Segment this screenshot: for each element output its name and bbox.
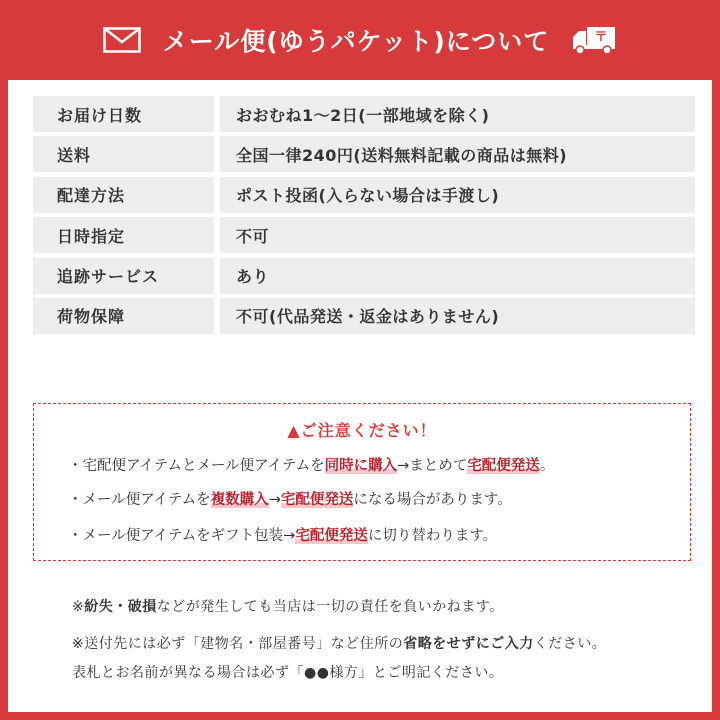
text: ください。 (533, 636, 607, 652)
shipping-info-table (33, 96, 695, 338)
highlight: 宅配便発送 (467, 458, 540, 474)
row-value: おおむね1〜2日(一部地域を除く) (220, 96, 695, 132)
page-title: メール便(ゆうパケット)について (162, 27, 550, 56)
svg-text:〒: 〒 (594, 30, 608, 45)
footer-note-3: 表札とお名前が異なる場合は必ず「●●様方」とご明記ください。 (72, 665, 504, 681)
highlight: 複数購入 (210, 492, 269, 508)
text: などが発生しても当店は一切の責任を負いかねます。 (156, 599, 504, 615)
caution-line-1 (68, 454, 554, 475)
text: に切り替わります。 (367, 528, 498, 544)
table-row (33, 177, 695, 213)
row-label: 日時指定 (33, 217, 214, 253)
highlight: 同時に購入 (324, 458, 398, 474)
table-row (33, 217, 695, 253)
text: →まとめて (397, 458, 468, 474)
caution-box (33, 403, 691, 561)
row-value: 不可(代品発送・返金はありません) (220, 298, 695, 334)
text: 。 (539, 458, 555, 474)
emphasis: 紛失・破損 (84, 599, 157, 615)
row-value: ポスト投函(入らない場合は手渡し) (220, 177, 695, 213)
text: ・宅配便アイテムとメール便アイテムを (68, 458, 325, 474)
row-label: 送料 (33, 136, 214, 172)
text: → (268, 492, 281, 508)
row-value: 全国一律240円(送料無料記載の商品は無料) (220, 136, 695, 172)
text: ※ (72, 599, 85, 615)
row-label: 追跡サービス (33, 258, 214, 294)
emphasis: 省略をせずにご入力 (403, 636, 534, 652)
truck-icon (571, 25, 617, 55)
header-bar (0, 0, 720, 80)
row-value: あり (220, 258, 695, 294)
mail-icon (103, 27, 141, 53)
footer-note-1 (72, 596, 504, 616)
text: ※送付先には必ず「建物名・部屋番号」など住所の (72, 636, 404, 652)
content-panel (8, 80, 712, 712)
text: になる場合があります。 (353, 492, 512, 508)
table-row (33, 298, 695, 334)
table-row (33, 96, 695, 132)
text: ・メール便アイテムを (68, 492, 211, 508)
row-label: 配達方法 (33, 177, 214, 213)
row-label: お届け日数 (33, 96, 214, 132)
table-row (33, 136, 695, 172)
text: ・メール便アイテムをギフト包装→ (68, 528, 296, 544)
caution-line-2 (68, 488, 512, 509)
row-label: 荷物保障 (33, 298, 214, 334)
highlight: 宅配便発送 (295, 528, 368, 544)
footer-note-2 (72, 633, 606, 653)
table-row (33, 258, 695, 294)
highlight: 宅配便発送 (280, 492, 354, 508)
caution-title: ▲ご注意ください！ (287, 421, 437, 440)
row-value: 不可 (220, 217, 695, 253)
caution-line-3 (68, 524, 497, 545)
